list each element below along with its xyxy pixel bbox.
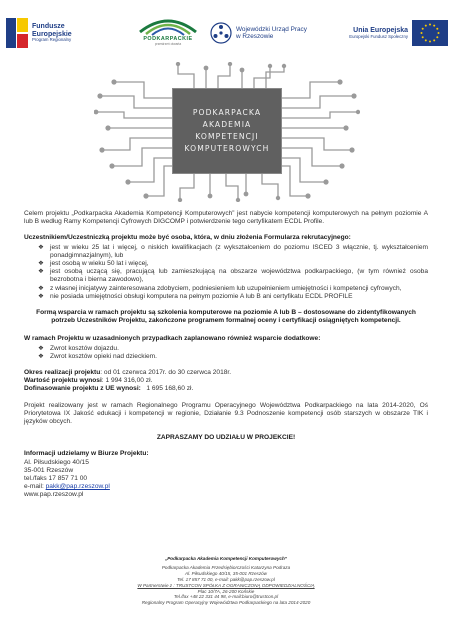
unia-europejska-logo <box>336 16 448 50</box>
eligibility-list <box>38 244 428 301</box>
footer-line2: Al. Piłsudskiego 40/15, 35-001 Rzeszów <box>185 570 267 576</box>
logo-bar <box>0 12 452 54</box>
fe-line3: Program Regionalny <box>32 37 72 43</box>
intro-paragraph: Celem projektu „Podkarpacka Akademia Kompetencji Komputerowych” jest nabycie kompetencji komputerowych na pełnym poziomie A lub B według Ramy Kompetencji Cyfrowych DIGCOMP i potwierdzenie tego certyfikatem ECDL Profile. <box>24 210 428 226</box>
eu-funding-line: Dofinasowanie projektu z UE wynosi: 1 695 168,60 zł. <box>24 385 194 393</box>
footer-line1: Podkarpacka Akademia Przedsiębiorczości Katarzyna Podraza <box>161 564 291 570</box>
email-link[interactable]: pakk@pap.rzeszow.pl <box>45 483 110 491</box>
list-item: ❖ Zwrot kosztów opieki nad dzieckiem. <box>38 352 158 360</box>
eligibility-heading: Uczestnikiem/Uczestniczką projektu może być osoba, która, w dniu złożenia Formularza rekrutacyjnego: <box>24 234 351 242</box>
fundusze-europejskie-logo <box>6 16 94 50</box>
realization-paragraph: Projekt realizowany jest w ramach Regionalnego Programu Operacyjnego Województwa Podkarpackiego na lata 2014-2020, Oś Priorytetowa IX Jakość edukacji i kompetencji w regionie, Działanie 9.3 Podnoszenie kompetencji osób starszych w obszarze TIK i języków obcych. <box>24 401 428 426</box>
fe-mark-icon <box>6 18 28 48</box>
fe-line1: Fundusze <box>32 23 65 31</box>
office-street: Al. Piłsudskiego 40/15 <box>24 458 89 466</box>
period-line: Okres realizacji projektu: od 01 czerwca 2017r. do 30 czerwca 2018r. <box>24 369 232 377</box>
hero-line3: KOMPETENCJI <box>195 132 259 141</box>
footer-title: „Podkarpacka Akademia Kompetencji Komputerowych” <box>164 556 288 561</box>
hero-line1: PODKARPACKA <box>192 108 262 118</box>
support-list <box>38 345 428 361</box>
bullet-icon: ❖ <box>38 344 44 352</box>
bullet-icon: ❖ <box>38 268 44 276</box>
footer-line3: Tel. 17 857 71 00, e-mail: pakk@pap.rzeszow.pl <box>177 576 275 582</box>
footer-line7: Regionalny Program Operacyjny Województwa Podkarpackiego na lata 2014-2020 <box>141 600 311 606</box>
hero-circuit-image <box>94 62 360 202</box>
footer-line5: Plac 10/7A, 26-200 Końskie <box>197 588 255 594</box>
list-item: ❖ z własnej inicjatywy zainteresowana zdobyciem, podniesieniem lub uzupełnieniem umiejętności i kompetencji cyfrowych, <box>38 284 402 292</box>
podkarpackie-arc-icon <box>136 14 200 36</box>
hero-title-box <box>172 88 282 174</box>
invite-heading: ZAPRASZAMY DO UDZIAŁU W PROJEKCIE! <box>156 434 296 442</box>
wup-line1: Wojewódzki Urząd Pracy <box>236 25 307 33</box>
ue-line1: Unia Europejska <box>353 26 408 34</box>
wup-line2: w Rzeszowie <box>236 33 274 40</box>
podkarpackie-logo <box>132 14 204 52</box>
list-item: ❖ jest osobą uczącą się, pracującą lub zamieszkującą na obszarze województwa podkarpackiego, (w tym również osoba bezrobotna i bierna zawodowo), <box>38 268 428 284</box>
bullet-icon: ❖ <box>38 292 44 300</box>
wup-emblem-icon <box>210 22 232 44</box>
list-item: ❖ Zwrot kosztów dojazdu. <box>38 344 119 352</box>
office-heading: Informacji udzielamy w Biurze Projektu: <box>24 450 149 458</box>
wup-logo <box>210 18 310 48</box>
hero-line4: KOMPUTEROWYCH <box>184 143 270 153</box>
eu-flag-icon <box>412 20 448 46</box>
pk-sub: przestrzeń otwarta <box>154 42 182 46</box>
footer-line6: Tel./fax +48 22 331 44 98, e-mail:biuro@trustcon.pl <box>173 594 279 600</box>
office-info <box>24 450 428 499</box>
bullet-icon: ❖ <box>38 260 44 268</box>
support-form-paragraph: Formą wsparcia w ramach projektu są szkolenia komputerowe na poziomie A lub B – dostosowane do zidentyfikowanych potrzeb Uczestników Projektu, zakończone programem formalnej oceny i certyfikacji osiągniętych kompetencji. <box>36 309 416 325</box>
bullet-icon: ❖ <box>38 284 44 292</box>
bullet-icon: ❖ <box>38 243 44 251</box>
office-phone: tel./faks 17 857 71 00 <box>24 475 88 483</box>
bullet-icon: ❖ <box>38 352 44 360</box>
office-city: 35-001 Rzeszów <box>24 466 74 474</box>
support-heading: W ramach Projektu w uzasadnionych przypadkach zaplanowano również wsparcie dodatkowe: <box>24 335 321 343</box>
pk-name: PODKARPACKIE <box>143 36 193 42</box>
website-link[interactable]: www.pap.rzeszow.pl <box>24 491 84 499</box>
list-item: ❖ jest osobą w wieku 50 lat i więcej, <box>38 260 149 268</box>
footer <box>40 556 412 606</box>
list-item: ❖ nie posiada umiejętności obsługi komputera na pełnym poziomie A lub B ani certyfikatu ECDL PROFILE <box>38 292 353 300</box>
hero-line2: AKADEMIA <box>202 120 252 130</box>
value-line: Wartość projektu wynosi: 1 994 316,00 zł. <box>24 377 153 385</box>
ue-line2: Europejski Fundusz Społeczny <box>349 33 408 39</box>
office-email-line: e-mail: pakk@pap.rzeszow.pl <box>24 483 110 491</box>
flyer-body <box>24 210 428 500</box>
fe-line2: Europejskie <box>32 30 72 38</box>
list-item: ❖ jest w wieku 25 lat i więcej, o niskich kwalifikacjach (z wykształceniem do poziomu ISCED 3 włącznie, tj. wykształceniem ponadgimnazjalnym), lub <box>38 243 428 259</box>
footer-line4: W Partnerstwie z : TRUSTCON SPÓŁKA Z OGRANICZONĄ ODPOWIEDZIALNOŚCIĄ <box>137 582 315 588</box>
